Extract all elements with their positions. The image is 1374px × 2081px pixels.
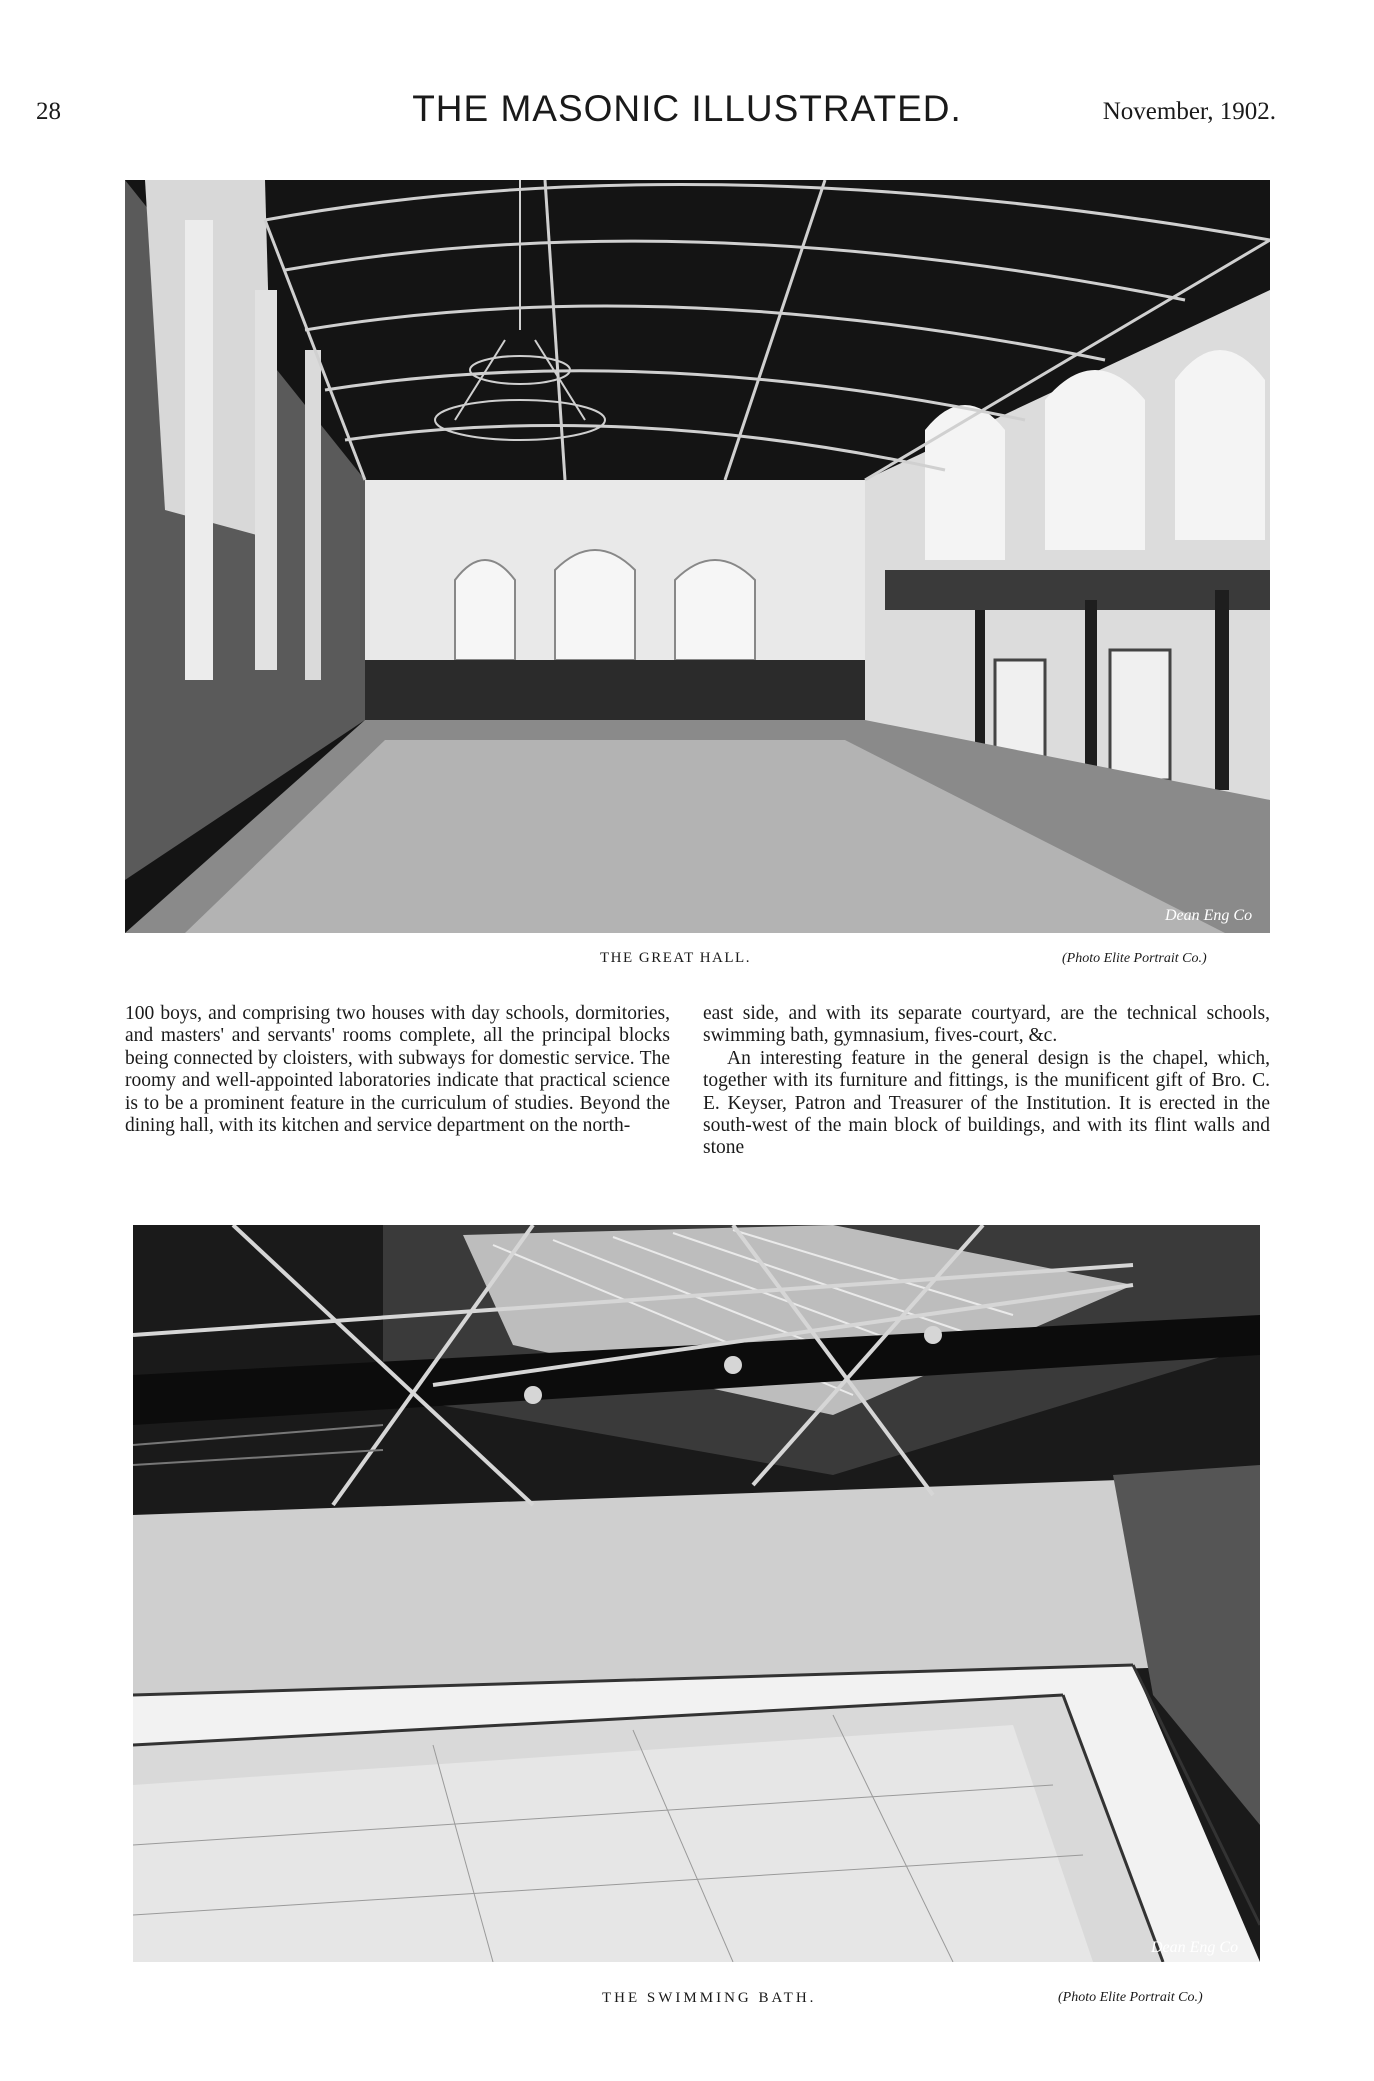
article-paragraph: 100 boys, and comprising two houses with day schools, dormitories, and masters' and servants' rooms complete, all the principal blocks being connected by cloisters, with subways for domestic service. The roomy and well-appointed laboratories indicate that practical science is to be a prominent feature in the curriculum of studies. Beyond the dining hall, with its kitchen and service department on the north- xyxy=(125,1003,670,1137)
article-paragraph: An interesting feature in the general design is the chapel, which, together with its furniture and fittings, is the munificent gift of Bro. C. E. Keyser, Patron and Treasurer of the Institution. It is erected in the south-west of the main block of buildings, and with its flint walls and stone xyxy=(703,1047,1270,1159)
page-number: 28 xyxy=(36,98,61,125)
article-paragraph: east side, and with its separate courtyard, are the technical schools, swimming bath, gymnasium, fives-court, &c. xyxy=(703,1003,1270,1047)
great-hall-caption: THE GREAT HALL. xyxy=(600,950,751,966)
publication-title: THE MASONIC ILLUSTRATED. xyxy=(412,88,962,129)
swimming-bath-engraver-mark: Dean Eng Co xyxy=(1151,1939,1239,1956)
issue-date: November, 1902. xyxy=(1102,98,1276,125)
swimming-bath-caption: THE SWIMMING BATH. xyxy=(602,1990,817,2006)
great-hall-engraver-mark: Dean Eng Co xyxy=(1165,907,1253,924)
article-left-column xyxy=(125,1003,670,1137)
swimming-bath-photo xyxy=(133,1225,1260,1962)
article-right-column xyxy=(703,1003,1270,1160)
swimming-bath-credit: (Photo Elite Portrait Co.) xyxy=(1058,1990,1203,2005)
great-hall-photo xyxy=(125,180,1270,933)
page-header xyxy=(0,80,1374,140)
great-hall-credit: (Photo Elite Portrait Co.) xyxy=(1062,951,1207,966)
